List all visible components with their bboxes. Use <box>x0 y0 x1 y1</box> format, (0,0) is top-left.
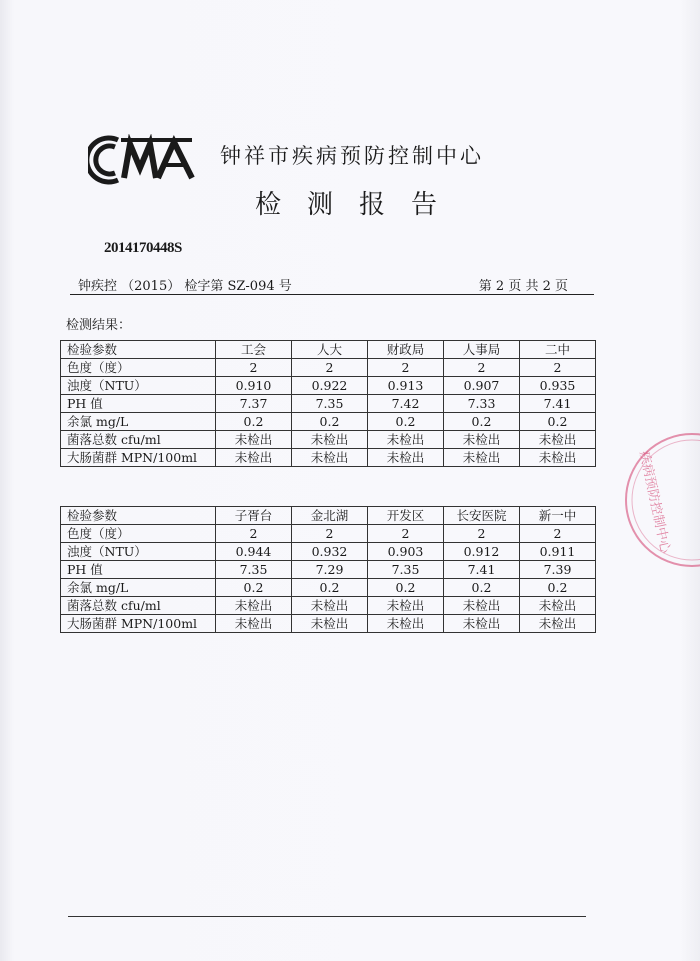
value-cell: 2 <box>368 359 444 377</box>
table-row <box>61 431 596 449</box>
table-row <box>61 525 596 543</box>
value-cell: 7.35 <box>368 561 444 579</box>
value-cell: 未检出 <box>444 449 520 467</box>
param-cell: 余氯 mg/L <box>61 413 216 431</box>
value-cell: 2 <box>444 525 520 543</box>
organization-name: 钟祥市疾病预防控制中心 <box>220 144 484 168</box>
value-cell: 0.910 <box>216 377 292 395</box>
param-cell: 浊度（NTU） <box>61 543 216 561</box>
value-cell: 7.29 <box>292 561 368 579</box>
report-id: 2014170448S <box>104 240 182 256</box>
results-table-2 <box>60 506 596 633</box>
value-cell: 2 <box>368 525 444 543</box>
param-cell: PH 值 <box>61 395 216 413</box>
value-cell: 7.41 <box>520 395 596 413</box>
value-cell: 2 <box>520 359 596 377</box>
header-cell: 金北湖 <box>292 507 368 525</box>
param-cell: 大肠菌群 MPN/100ml <box>61 615 216 633</box>
header-cell: 检验参数 <box>61 507 216 525</box>
table-header-row <box>61 341 596 359</box>
value-cell: 0.2 <box>520 579 596 597</box>
header-cell: 人事局 <box>444 341 520 359</box>
value-cell: 未检出 <box>368 615 444 633</box>
value-cell: 0.907 <box>444 377 520 395</box>
table-row <box>61 395 596 413</box>
value-cell: 0.2 <box>520 413 596 431</box>
stamp-text: 疾病预防控制中心 <box>636 449 673 555</box>
value-cell: 未检出 <box>292 615 368 633</box>
value-cell: 未检出 <box>368 597 444 615</box>
table-row <box>61 561 596 579</box>
results-table-1 <box>60 340 596 467</box>
value-cell: 2 <box>292 525 368 543</box>
value-cell: 7.35 <box>292 395 368 413</box>
value-cell: 未检出 <box>216 597 292 615</box>
value-cell: 未检出 <box>444 615 520 633</box>
param-cell: 菌落总数 cfu/ml <box>61 597 216 615</box>
document-number-line <box>78 275 592 294</box>
value-cell: 未检出 <box>292 431 368 449</box>
value-cell: 0.2 <box>216 413 292 431</box>
value-cell: 未检出 <box>368 449 444 467</box>
official-stamp <box>612 428 700 578</box>
value-cell: 0.2 <box>368 579 444 597</box>
value-cell: 7.42 <box>368 395 444 413</box>
value-cell: 未检出 <box>520 431 596 449</box>
param-cell: PH 值 <box>61 561 216 579</box>
value-cell: 7.41 <box>444 561 520 579</box>
value-cell: 未检出 <box>444 597 520 615</box>
value-cell: 2 <box>216 525 292 543</box>
header-cell: 长安医院 <box>444 507 520 525</box>
value-cell: 未检出 <box>292 449 368 467</box>
header-cell: 开发区 <box>368 507 444 525</box>
footer-divider <box>68 916 586 917</box>
table-row <box>61 579 596 597</box>
value-cell: 7.35 <box>216 561 292 579</box>
value-cell: 2 <box>520 525 596 543</box>
param-cell: 色度（度） <box>61 359 216 377</box>
param-cell: 余氯 mg/L <box>61 579 216 597</box>
value-cell: 2 <box>444 359 520 377</box>
value-cell: 未检出 <box>292 597 368 615</box>
table-row <box>61 413 596 431</box>
table-row <box>61 377 596 395</box>
report-title: 检测报告 <box>255 190 464 220</box>
table-header-row <box>61 507 596 525</box>
value-cell: 0.2 <box>216 579 292 597</box>
table-row <box>61 615 596 633</box>
value-cell: 未检出 <box>520 615 596 633</box>
value-cell: 未检出 <box>216 615 292 633</box>
header-cell: 工会 <box>216 341 292 359</box>
header-cell: 检验参数 <box>61 341 216 359</box>
param-cell: 菌落总数 cfu/ml <box>61 431 216 449</box>
value-cell: 7.33 <box>444 395 520 413</box>
value-cell: 7.37 <box>216 395 292 413</box>
cma-logo <box>88 134 196 186</box>
table-row <box>61 543 596 561</box>
document-number: 钟疾控 （2015） 检字第 SZ-094 号 <box>78 279 292 294</box>
value-cell: 0.2 <box>444 579 520 597</box>
value-cell: 未检出 <box>520 597 596 615</box>
table-row <box>61 597 596 615</box>
value-cell: 0.922 <box>292 377 368 395</box>
value-cell: 0.944 <box>216 543 292 561</box>
param-cell: 浊度（NTU） <box>61 377 216 395</box>
header-divider <box>70 294 594 295</box>
header-cell: 新一中 <box>520 507 596 525</box>
value-cell: 未检出 <box>368 431 444 449</box>
value-cell: 0.911 <box>520 543 596 561</box>
value-cell: 7.39 <box>520 561 596 579</box>
value-cell: 0.913 <box>368 377 444 395</box>
value-cell: 0.2 <box>444 413 520 431</box>
header-cell: 财政局 <box>368 341 444 359</box>
value-cell: 0.2 <box>292 413 368 431</box>
table-row <box>61 359 596 377</box>
value-cell: 0.932 <box>292 543 368 561</box>
table-row <box>61 449 596 467</box>
results-label: 检测结果： <box>66 318 132 333</box>
header-cell: 人大 <box>292 341 368 359</box>
value-cell: 未检出 <box>520 449 596 467</box>
value-cell: 0.903 <box>368 543 444 561</box>
value-cell: 0.2 <box>292 579 368 597</box>
value-cell: 2 <box>216 359 292 377</box>
value-cell: 0.935 <box>520 377 596 395</box>
header-cell: 二中 <box>520 341 596 359</box>
header-cell: 子胥台 <box>216 507 292 525</box>
value-cell: 未检出 <box>216 431 292 449</box>
value-cell: 未检出 <box>216 449 292 467</box>
value-cell: 0.2 <box>368 413 444 431</box>
page-info: 第 2 页 共 2 页 <box>478 279 568 294</box>
value-cell: 0.912 <box>444 543 520 561</box>
param-cell: 大肠菌群 MPN/100ml <box>61 449 216 467</box>
value-cell: 2 <box>292 359 368 377</box>
value-cell: 未检出 <box>444 431 520 449</box>
param-cell: 色度（度） <box>61 525 216 543</box>
